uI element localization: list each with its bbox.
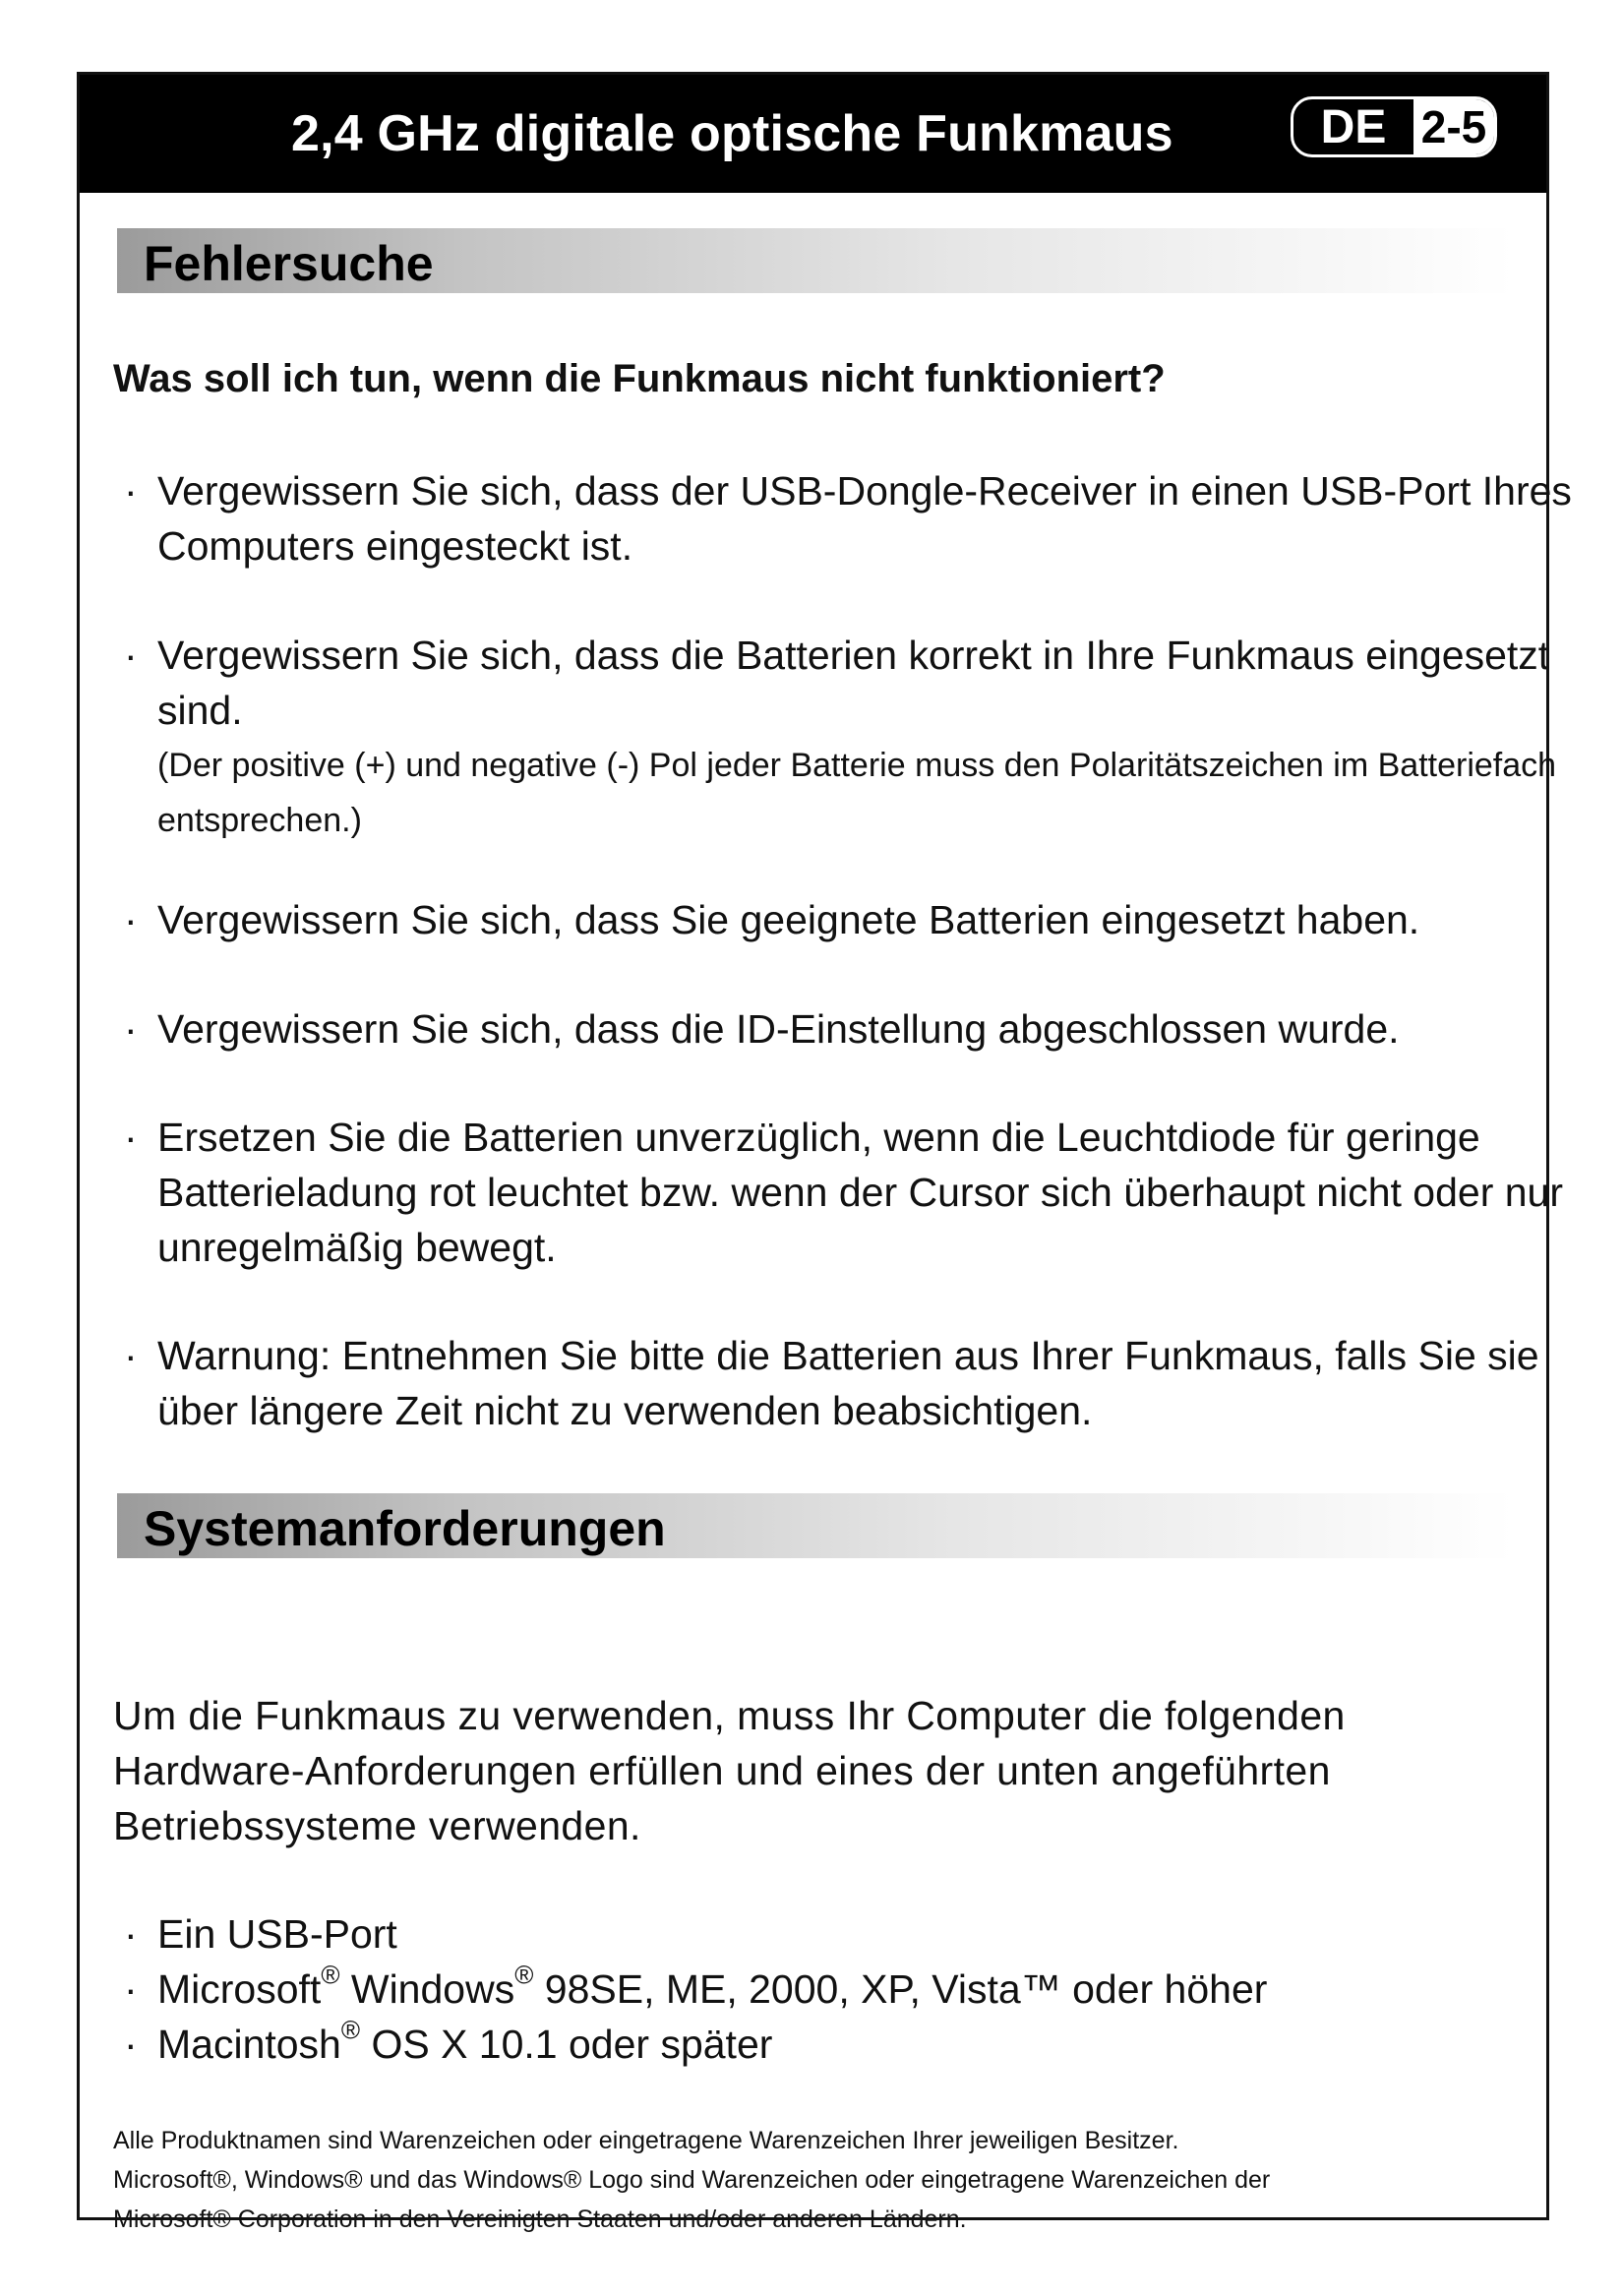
bullet-icon: ·: [124, 633, 138, 678]
list-item-text: Vergewissern Sie sich, dass die ID-Einstellung abgeschlossen wurde.: [157, 1006, 1400, 1052]
list-item: [113, 1110, 1574, 1275]
list-item: [113, 628, 1574, 848]
section-header-troubleshooting: [117, 228, 1514, 293]
list-item: [113, 1328, 1574, 1438]
list-item-text: Ersetzen Sie die Batterien unverzüglich, wenn die Leuchtdiode für geringe Batterieladung rot leuchtet bzw. wenn der Cursor sich überhaupt nicht oder nur unregelmäßig bewegt.: [157, 1115, 1563, 1270]
troubleshooting-question: Was soll ich tun, wenn die Funkmaus nicht funktioniert?: [113, 357, 1166, 400]
list-item: [113, 2017, 1530, 2072]
trademark-footnote: [113, 2121, 1530, 2239]
bullet-icon: ·: [124, 2022, 138, 2067]
system-intro: Um die Funkmaus zu verwenden, muss Ihr Computer die folgenden Hardware-Anforderungen erfüllen und eines der unten angeführten Betriebssysteme verwenden.: [113, 1693, 1346, 1848]
footnote-line: Microsoft® Corporation in den Vereinigten Staaten und/oder anderen Ländern.: [113, 2205, 967, 2233]
section-header-system: [117, 1493, 1514, 1558]
system-requirements-list: [113, 1906, 1530, 2072]
list-item-text: Ein USB-Port: [157, 1911, 397, 1957]
bullet-icon: ·: [124, 1333, 138, 1378]
bullet-icon: ·: [124, 1115, 138, 1160]
list-item-text: Warnung: Entnehmen Sie bitte die Batterien aus Ihrer Funkmaus, falls Sie sie über längere Zeit nicht zu verwenden beabsichtigen.: [157, 1333, 1539, 1433]
page-frame: [77, 72, 1572, 2233]
list-item: [113, 892, 1574, 947]
list-item-text: Vergewissern Sie sich, dass der USB-Dongle-Receiver in einen USB-Port Ihres Computers eingesteckt ist.: [157, 468, 1572, 569]
list-item: [113, 1962, 1530, 2017]
bullet-icon: ·: [124, 468, 138, 514]
list-item-text: Vergewissern Sie sich, dass die Batterien korrekt in Ihre Funkmaus eingesetzt sind.: [157, 633, 1550, 733]
page-number: 2-5: [1413, 99, 1494, 154]
language-page-badge: [1291, 96, 1497, 157]
list-item: [113, 1906, 1530, 1962]
list-item-text: Microsoft® Windows® 98SE, ME, 2000, XP, Vista™ oder höher: [157, 1960, 1268, 2012]
list-item: [113, 1001, 1574, 1057]
bullet-icon: ·: [124, 1966, 138, 2012]
section-title: Fehlersuche: [144, 236, 434, 291]
bullet-icon: ·: [124, 1006, 138, 1052]
page-title: 2,4 GHz digitale optische Funkmaus: [291, 105, 1173, 162]
section-title: Systemanforderungen: [144, 1501, 666, 1556]
list-item-note: (Der positive (+) und negative (-) Pol jeder Batterie muss den Polaritätszeichen im Batteriefach entsprechen.): [157, 747, 1557, 839]
list-item-text: Macintosh® OS X 10.1 oder später: [157, 2015, 773, 2067]
language-code: DE: [1320, 100, 1387, 153]
footnote-line: Microsoft®, Windows® und das Windows® Logo sind Warenzeichen oder eingetragene Warenzeichen der: [113, 2166, 1271, 2194]
bullet-icon: ·: [124, 897, 138, 942]
bullet-icon: ·: [124, 1911, 138, 1957]
footnote-line: Alle Produktnamen sind Warenzeichen oder eingetragene Warenzeichen Ihrer jeweiligen Besitzer.: [113, 2127, 1179, 2154]
list-item-text: Vergewissern Sie sich, dass Sie geeignete Batterien eingesetzt haben.: [157, 897, 1420, 942]
list-item: [113, 463, 1574, 574]
page-header: [80, 75, 1546, 193]
